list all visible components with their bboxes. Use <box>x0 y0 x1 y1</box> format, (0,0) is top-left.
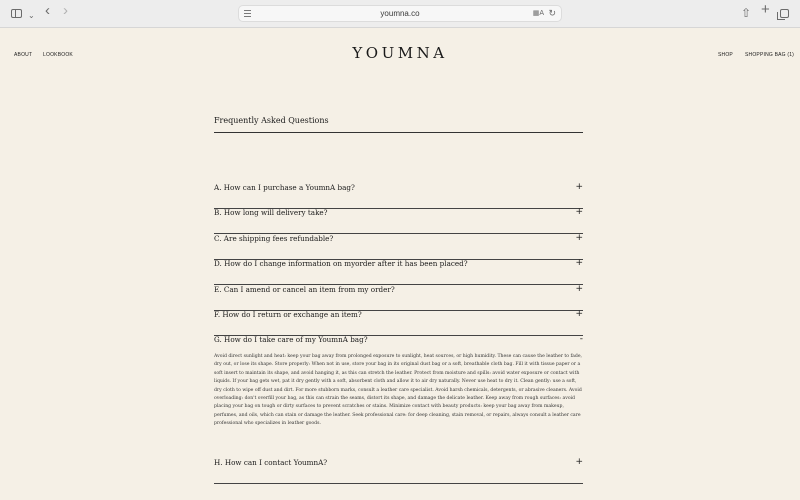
expand-icon[interactable]: + <box>575 207 583 217</box>
browser-toolbar <box>0 0 800 28</box>
expand-icon[interactable]: + <box>575 258 583 268</box>
expand-icon[interactable]: + <box>575 284 583 294</box>
faq-question[interactable]: D. How do I change information on myorder after it has been placed? <box>214 259 468 268</box>
translate-icon[interactable]: ▦A <box>532 10 544 17</box>
nav-about[interactable]: ABOUT <box>14 52 33 58</box>
faq-item-b[interactable] <box>214 208 583 234</box>
faq-question[interactable]: A. How can I purchase a YoumnA bag? <box>214 183 355 192</box>
faq-question[interactable]: B. How long will delivery take? <box>214 208 328 217</box>
new-tab-icon[interactable]: + <box>761 1 770 18</box>
page-title: Frequently Asked Questions <box>214 116 329 125</box>
faq-question[interactable]: F. How do I return or exchange an item? <box>214 310 362 319</box>
nav-shopping-bag[interactable]: SHOPPING BAG (1) <box>745 52 795 58</box>
nav-lookbook[interactable]: LOOKBOOK <box>43 52 73 58</box>
collapse-icon[interactable]: - <box>579 334 583 344</box>
faq-item-e[interactable] <box>214 285 583 311</box>
faq-question[interactable]: H. How can I contact YoumnA? <box>214 458 328 467</box>
share-icon[interactable]: ⇧ <box>741 6 752 20</box>
back-icon[interactable]: ‹ <box>45 2 50 19</box>
expand-icon[interactable]: + <box>575 233 583 243</box>
address-bar[interactable] <box>238 5 562 22</box>
tab-overview-icon[interactable] <box>780 9 789 18</box>
address-url[interactable]: youmna.co <box>380 9 420 18</box>
faq-item-c[interactable] <box>214 234 583 260</box>
chevron-down-icon[interactable]: ⌄ <box>28 11 35 20</box>
expand-icon[interactable]: + <box>575 309 583 319</box>
expand-icon[interactable]: + <box>575 457 583 467</box>
brand-logo[interactable]: YOUMNA <box>352 44 448 62</box>
faq-item-a[interactable] <box>214 183 583 209</box>
faq-item-g[interactable] <box>214 335 583 347</box>
forward-icon[interactable]: › <box>63 2 68 19</box>
faq-item-f[interactable] <box>214 310 583 336</box>
faq-question[interactable]: E. Can I amend or cancel an item from my order? <box>214 285 395 294</box>
sidebar-toggle-icon[interactable] <box>11 9 22 18</box>
faq-answer-text: Avoid direct sunlight and heat: keep your bag away from prolonged exposure to sunlight, heat sources, or high humidity. These can cause the leather to fade, dry out, or lose its shape. Store properly: When not in use, store your bag in its original dust bag or a soft, breathable cloth bag. Fill it with tissue paper or a soft insert to maintain its shape, and avoid hanging it, as this can stretch the leather. Protect from moisture and spills: avoid water exposure or contact with liquids. If your bag gets wet, pat it dry gently with a soft, absorbent cloth and allow it to air dry naturally. Never use heat to dry it. Clean gently: use a soft, dry cloth to wipe off dust and dirt. For more stubborn marks, consult a leather care specialist. Avoid harsh chemicals, detergents, or abrasive cleaners. Avoid overloading: don't overfill your bag, as this can strain the seams, distort its shape, and damage the delicate leather. Keep away from rough surfaces: avoid placing your bag on tough or dirty surfaces to prevent scratches or stains. Minimize contact with beauty products: keep your bag away from makeup, perfumes, and oils, which can stain or damage the leather. Seek professional care: for deep cleaning, stain removal, or repairs, always consult a leather care professional who specializes in leather goods. <box>214 354 582 427</box>
nav-shop[interactable]: SHOP <box>718 52 733 58</box>
faq-question[interactable]: C. Are shipping fees refundable? <box>214 234 334 243</box>
reload-icon[interactable]: ↻ <box>548 8 556 18</box>
expand-icon[interactable]: + <box>575 182 583 192</box>
faq-question[interactable]: G. How do I take care of my YoumnA bag? <box>214 335 368 344</box>
faq-item-d[interactable] <box>214 259 583 285</box>
title-divider <box>214 132 583 133</box>
faq-item-h[interactable] <box>214 458 583 484</box>
